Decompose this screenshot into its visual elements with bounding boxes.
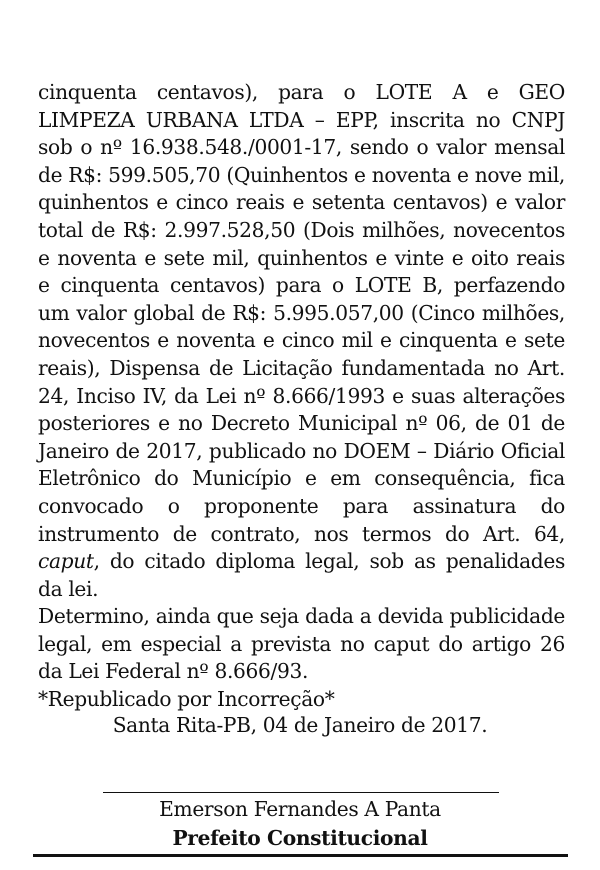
signer-title: Prefeito Constitucional xyxy=(172,826,428,850)
signature-line xyxy=(103,792,499,793)
document-body xyxy=(38,79,565,714)
main-paragraph xyxy=(38,79,565,603)
main-paragraph-text: cinquenta centavos), para o LOTE A e GEO LIMPEZA URBANA LTDA – EPP, inscrita no CNPJ sob o nº 16.938.548./0001-17, sendo o valor mensal de R$: 599.505,70 (Quinhentos e noventa e nove mil, quinhentos e cinco reais e setenta centavos) e valor total de R$: 2.997.528,50 (Dois milhões, novecentos e noventa e sete mil, quinhentos e vinte e oito reais e cinquenta centavos) para o LOTE B, perfazendo um valor global de R$: 5.995.057,00 (Cinco milhões, novecentos e noventa e cinco mil e cinquenta e sete reais), Dispensa de Licitação fundamentada no Art. 24, Inciso IV, da Lei nº 8.666/1993 e suas alterações posteriores e no Decreto Municipal nº 06, de 01 de Janeiro de 2017, publicado no DOEM – Diário Oficial Eletrônico do Município e em consequência, fica convocado o proponente para assinatura do instrumento de contrato, nos termos do Art. 64, xyxy=(38,80,565,546)
date-line: Santa Rita-PB, 04 de Janeiro de 2017. xyxy=(112,713,488,737)
publicity-paragraph: Determino, ainda que seja dada a devida publicidade legal, em especial a prevista no caput do artigo 26 da Lei Federal nº 8.666/93. xyxy=(38,604,565,684)
republished-note: *Republicado por Incorreção* xyxy=(38,687,335,712)
main-paragraph-ending: , do citado diploma legal, sob as penalidades da lei. xyxy=(38,549,565,601)
bottom-divider xyxy=(33,854,568,857)
signer-name: Emerson Fernandes A Panta xyxy=(159,797,441,821)
main-paragraph-italic: caput xyxy=(38,549,94,574)
